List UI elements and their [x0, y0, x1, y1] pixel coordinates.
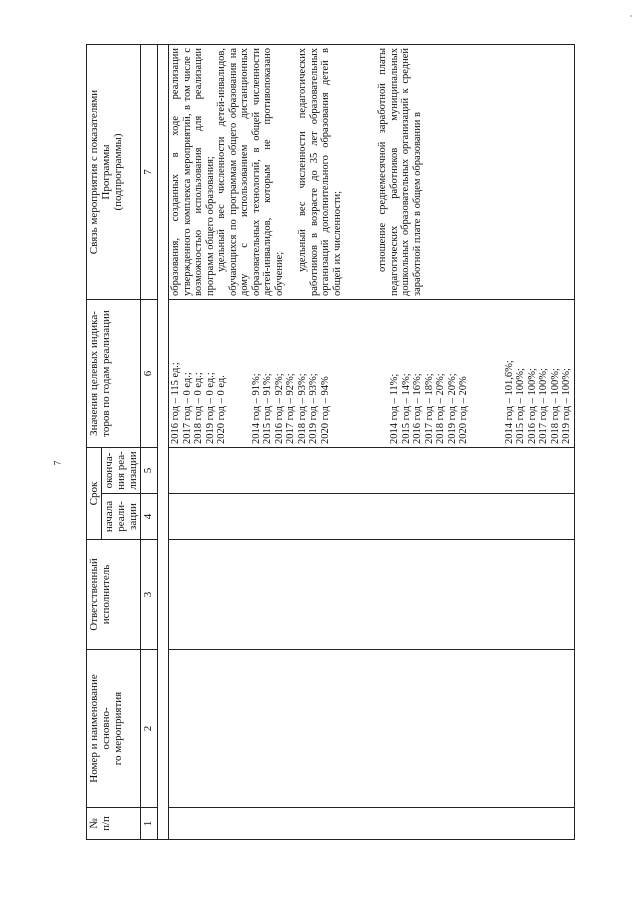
values-block: 2014 год – 11%; 2015 год – 14%; 2016 год – 16%; 2017 год – 18%; 2018 год – 20%; 2019 год – 20%; 2020 год – 20%	[389, 373, 469, 444]
table-row	[169, 45, 575, 840]
cell-program-link	[169, 45, 575, 300]
header-program-link: Связь мероприятия с показателями Программы (подпрограммы)	[87, 45, 141, 300]
cell-end	[169, 448, 575, 494]
column-number: 4	[141, 494, 158, 540]
cell-start	[169, 494, 575, 540]
values-block: 2014 год – 101,6%; 2015 год – 100%; 2016 год – 100%; 2017 год – 100%; 2018 год – 100%; 2019 год – 100%;	[503, 360, 572, 444]
column-numbers-row	[141, 45, 158, 840]
link-paragraph: удельный вес численности педагогических работников в возрасте до 35 лет образовательных организаций дополнительного образования детей в общей их численности;	[297, 48, 343, 296]
column-number: 6	[141, 300, 158, 448]
cell-num	[169, 808, 575, 840]
header-term: Срок	[87, 448, 102, 540]
page-number: 7	[52, 460, 63, 466]
values-block: 2014 год – 91%; 2015 год – 91%; 2016 год – 92%; 2017 год – 92%; 2018 год – 93%; 2019 год – 93%; 2020 год – 94%	[250, 373, 331, 444]
header-start: начала реали- зации	[102, 494, 141, 540]
column-number: 3	[141, 540, 158, 650]
link-paragraph: удельный вес численности детей-инвалидов, обучающихся по программам общего образования на дому с использованием дистанционных образовательных технологий, в общей численности детей-инвалидов, которым не противопоказано обучение;	[216, 48, 285, 296]
column-number: 5	[141, 448, 158, 494]
link-paragraph: образования, созданных в ходе реализации утвержденного комплекса мероприятий, в том числе с возможностью использования для реализации программ общего образования;	[170, 48, 216, 296]
measures-table	[86, 44, 575, 840]
column-number: 1	[141, 808, 158, 840]
link-paragraph: отношение среднемесячной заработной платы педагогических работников муниципальных дошкольных образовательных организаций к средней заработной плате в общем образовании в	[377, 48, 423, 296]
scan-speck	[630, 15, 632, 17]
values-block: 2016 год – 115 ед.; 2017 год – 0 ед.; 2018 год – 0 ед.; 2019 год – 0 ед.; 2020 год – 0 ед.	[170, 362, 227, 444]
header-end: оконча- ния реа- лизации	[102, 448, 141, 494]
cell-measure-name	[169, 650, 575, 808]
header-executor: Ответственный исполнитель	[87, 540, 141, 650]
column-number: 2	[141, 650, 158, 808]
cell-executor	[169, 540, 575, 650]
program-link-text	[170, 48, 423, 296]
header-num: № п/п	[87, 808, 141, 840]
column-number: 7	[141, 45, 158, 300]
cell-target-values	[169, 300, 575, 448]
rotated-table-wrapper	[86, 45, 596, 840]
table-gap	[158, 45, 169, 840]
header-target-values: Значения целевых индика- торов по годам реализации	[87, 300, 141, 448]
header-measure-name: Номер и наименование основно- го мероприятия	[87, 650, 141, 808]
